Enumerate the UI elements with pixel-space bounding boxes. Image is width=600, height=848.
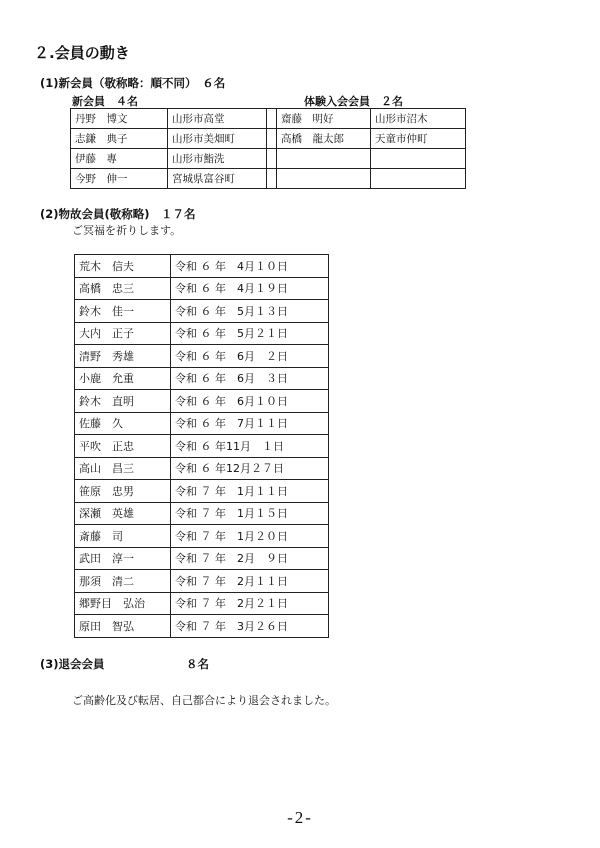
deceased-date: 令和 ６ 年11月 １日 (171, 435, 329, 458)
deceased-row (75, 570, 329, 593)
deceased-name: 荒木 信夫 (75, 255, 171, 278)
deceased-name: 原田 智弘 (75, 615, 171, 638)
new-member-address: 宮城県富谷町 (168, 169, 267, 189)
trial-member-name (277, 169, 371, 189)
deceased-row (75, 255, 329, 278)
deceased-date: 令和 ７ 年 1月１５日 (171, 502, 329, 525)
deceased-name: 佐藤 久 (75, 412, 171, 435)
deceased-table (74, 254, 329, 638)
spacer-cell (267, 109, 277, 129)
trial-member-name: 齋藤 明好 (277, 109, 371, 129)
deceased-row (75, 277, 329, 300)
new-member-name: 丹野 博文 (71, 109, 168, 129)
withdrawn-heading: (3)退会会員 (40, 657, 105, 671)
deceased-date: 令和 ７ 年 2月 ９日 (171, 547, 329, 570)
trial-member-address: 山形市沼木 (371, 109, 466, 129)
deceased-name: 高山 昌三 (75, 457, 171, 480)
new-members-label: 新会員 ４名 (72, 95, 138, 108)
deceased-row (75, 390, 329, 413)
deceased-date: 令和 ７ 年 1月１１日 (171, 480, 329, 503)
deceased-name: 小鹿 允重 (75, 367, 171, 390)
member-row (71, 149, 466, 169)
trial-member-name (277, 149, 371, 169)
deceased-date: 令和 ６ 年 6月 ３日 (171, 367, 329, 390)
deceased-row (75, 547, 329, 570)
page-title: ２.会員の動き (34, 44, 130, 62)
new-members-table (70, 108, 466, 189)
deceased-row (75, 457, 329, 480)
deceased-name: 郷野目 弘治 (75, 592, 171, 615)
deceased-name: 高橋 忠三 (75, 277, 171, 300)
trial-member-address (371, 169, 466, 189)
deceased-name: 武田 淳一 (75, 547, 171, 570)
deceased-row (75, 345, 329, 368)
trial-member-address (371, 149, 466, 169)
deceased-date: 令和 ７ 年 2月１１日 (171, 570, 329, 593)
deceased-name: 笹原 忠男 (75, 480, 171, 503)
spacer-cell (267, 169, 277, 189)
deceased-date: 令和 ６ 年 6月 ２日 (171, 345, 329, 368)
page-number: -2- (287, 808, 313, 827)
deceased-date: 令和 ６ 年 5月１３日 (171, 300, 329, 323)
deceased-row (75, 367, 329, 390)
deceased-row (75, 525, 329, 548)
deceased-row (75, 615, 329, 638)
deceased-date: 令和 ７ 年 1月２０日 (171, 525, 329, 548)
deceased-date: 令和 ６ 年 7月１１日 (171, 412, 329, 435)
deceased-row (75, 300, 329, 323)
member-row (71, 169, 466, 189)
trial-member-address: 天童市仲町 (371, 129, 466, 149)
spacer-cell (267, 149, 277, 169)
member-row (71, 129, 466, 149)
deceased-date: 令和 ６ 年 4月１０日 (171, 255, 329, 278)
trial-members-label: 体験入会会員 ２名 (304, 95, 403, 108)
deceased-row (75, 592, 329, 615)
spacer-cell (267, 129, 277, 149)
deceased-name: 鈴木 直明 (75, 390, 171, 413)
condolence-text: ご冥福を祈りします。 (72, 224, 182, 237)
deceased-row (75, 435, 329, 458)
deceased-name: 斎藤 司 (75, 525, 171, 548)
deceased-row (75, 412, 329, 435)
deceased-date: 令和 ６ 年12月２７日 (171, 457, 329, 480)
deceased-name: 清野 秀雄 (75, 345, 171, 368)
new-members-heading: (1)新会員（敬称略：順不同） ６名 (40, 76, 226, 90)
deceased-date: 令和 ７ 年 2月２１日 (171, 592, 329, 615)
new-member-address: 山形市高堂 (168, 109, 267, 129)
new-member-name: 伊藤 專 (71, 149, 168, 169)
deceased-date: 令和 ６ 年 6月１０日 (171, 390, 329, 413)
deceased-row (75, 502, 329, 525)
deceased-row (75, 322, 329, 345)
member-row (71, 109, 466, 129)
deceased-name: 鈴木 佳一 (75, 300, 171, 323)
deceased-name: 深瀬 英雄 (75, 502, 171, 525)
deceased-name: 大内 正子 (75, 322, 171, 345)
deceased-date: 令和 ７ 年 3月２６日 (171, 615, 329, 638)
withdrawn-count: ８名 (186, 657, 209, 671)
deceased-row (75, 480, 329, 503)
deceased-date: 令和 ６ 年 4月１９日 (171, 277, 329, 300)
deceased-name: 那須 清二 (75, 570, 171, 593)
deceased-name: 平吹 正忠 (75, 435, 171, 458)
new-member-name: 志鎌 典子 (71, 129, 168, 149)
deceased-heading: (2)物故会員(敬称略) １７名 (40, 207, 196, 221)
new-member-name: 今野 伸一 (71, 169, 168, 189)
trial-member-name: 高橋 龍太郎 (277, 129, 371, 149)
new-member-address: 山形市美畑町 (168, 129, 267, 149)
withdrawn-note: ご高齢化及び転居、自己都合により退会されました。 (72, 694, 336, 707)
deceased-date: 令和 ６ 年 5月２１日 (171, 322, 329, 345)
new-member-address: 山形市鮨洗 (168, 149, 267, 169)
